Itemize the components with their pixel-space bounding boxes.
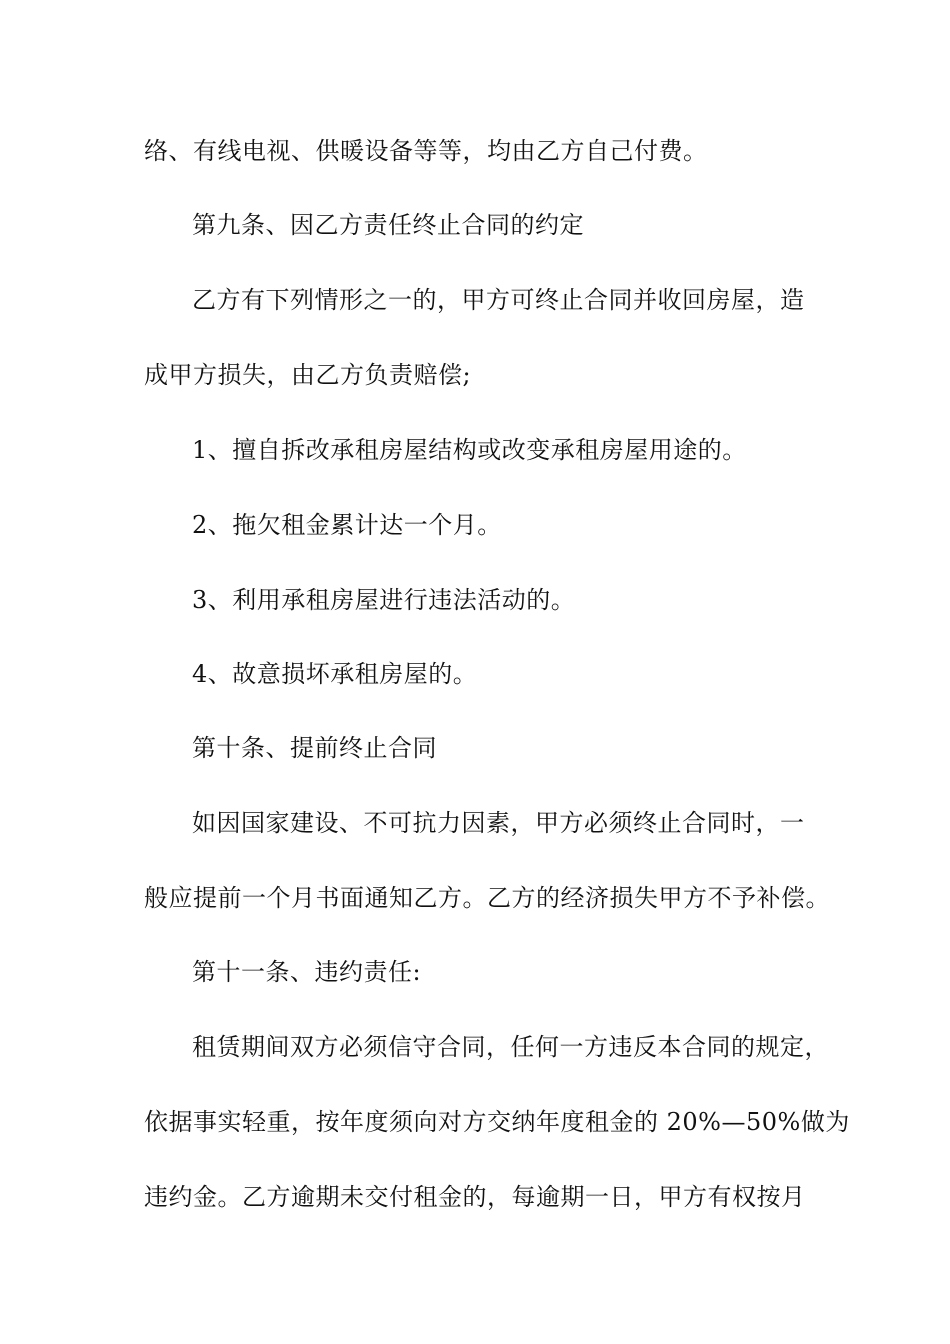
paragraph-line: 租赁期间双方必须信守合同，任何一方违反本合同的规定， (192, 1033, 829, 1061)
list-item-1: 1、擅自拆改承租房屋结构或改变承租房屋用途的。 (192, 436, 747, 464)
list-item-2: 2、拖欠租金累计达一个月。 (192, 511, 502, 539)
article-10-heading: 第十条、提前终止合同 (192, 734, 437, 762)
paragraph-line: 违约金。乙方逾期未交付租金的，每逾期一日，甲方有权按月 (144, 1183, 806, 1211)
paragraph-line: 依据事实轻重，按年度须向对方交纳年度租金的 20%—50%做为 (144, 1108, 850, 1136)
article-9-heading: 第九条、因乙方责任终止合同的约定 (192, 211, 584, 239)
paragraph-line: 乙方有下列情形之一的，甲方可终止合同并收回房屋，造 (192, 286, 805, 314)
text-line-continuation: 络、有线电视、供暖设备等等，均由乙方自己付费。 (144, 137, 708, 165)
paragraph-line: 如因国家建设、不可抗力因素，甲方必须终止合同时，一 (192, 809, 805, 837)
list-item-4: 4、故意损坏承租房屋的。 (192, 660, 478, 688)
article-11-heading: 第十一条、违约责任: (192, 958, 422, 986)
paragraph-line: 成甲方损失，由乙方负责赔偿; (144, 361, 472, 389)
paragraph-line: 般应提前一个月书面通知乙方。乙方的经济损失甲方不予补偿。 (144, 884, 830, 912)
list-item-3: 3、利用承租房屋进行违法活动的。 (192, 586, 576, 614)
